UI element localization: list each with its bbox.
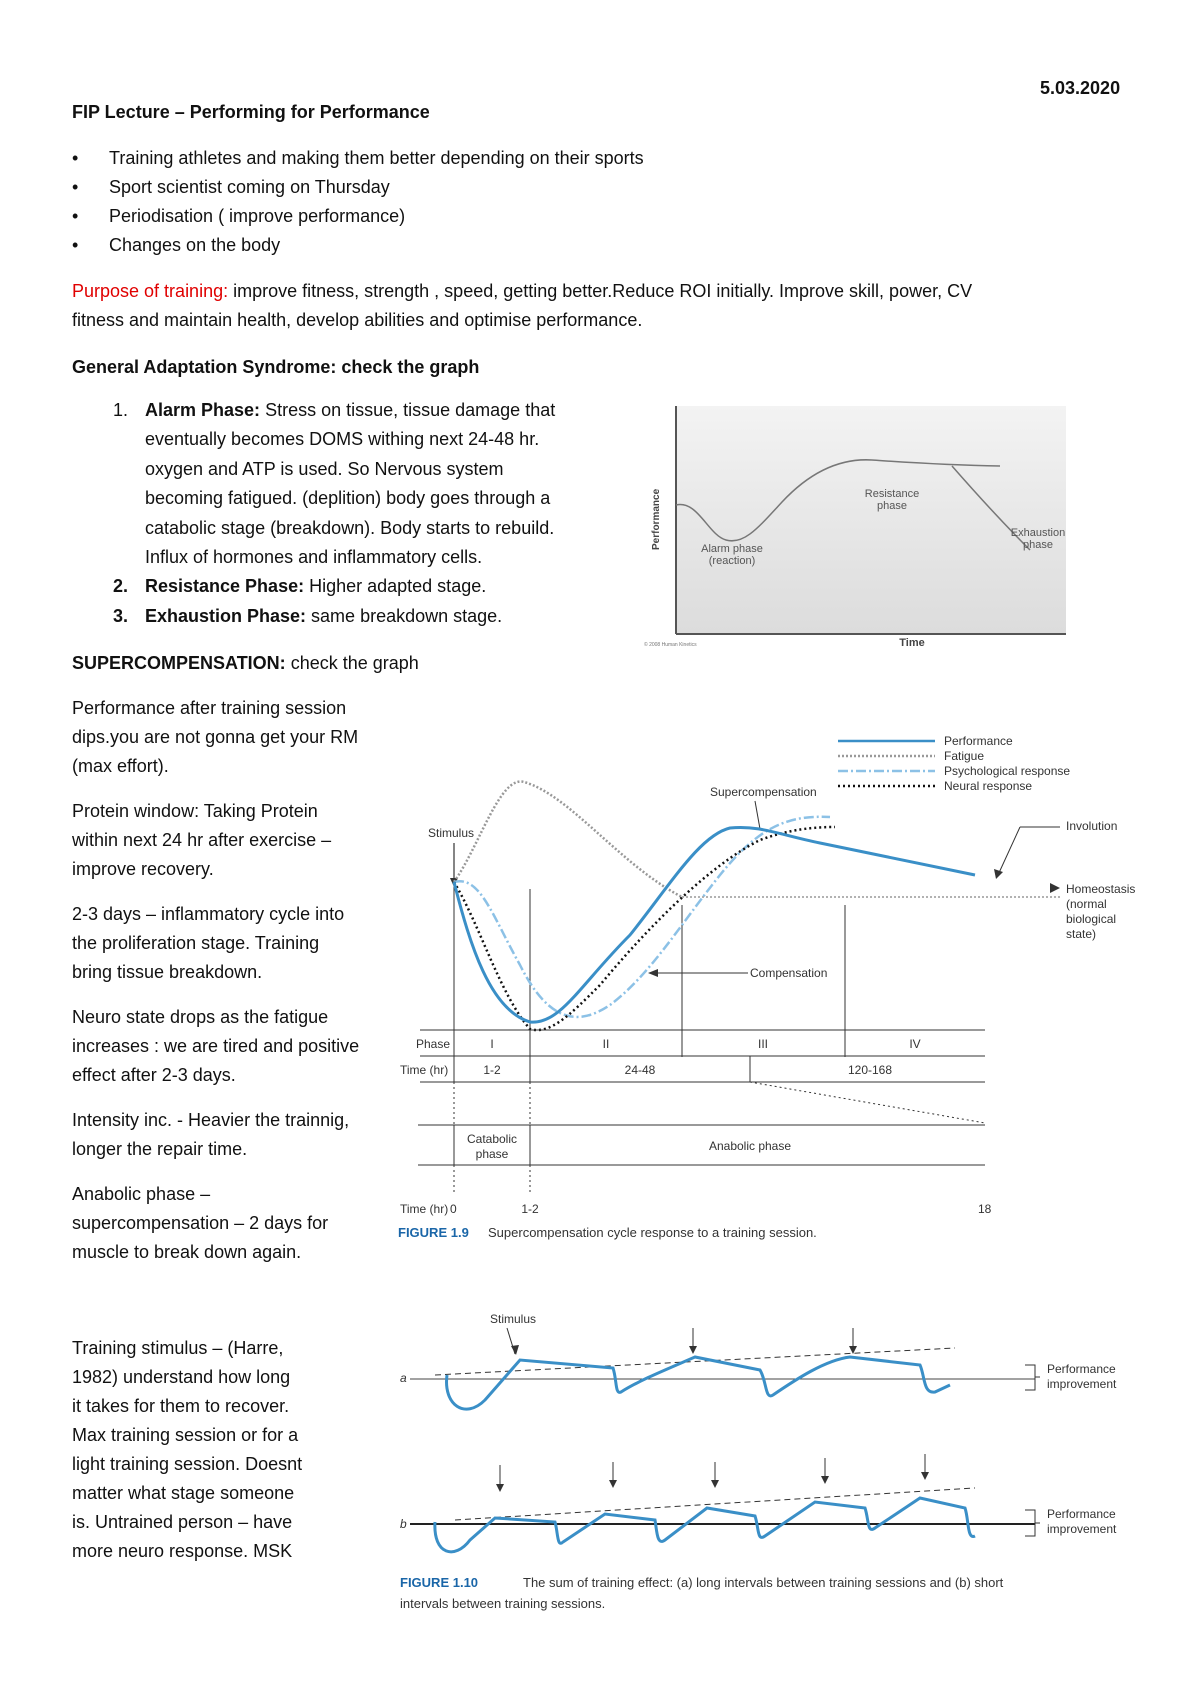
gas-list bbox=[72, 396, 672, 631]
alarm-label-2: (reaction) bbox=[708, 555, 756, 567]
homeostasis-label: Homeostasis bbox=[1066, 882, 1136, 896]
figure-caption: The sum of training effect: (a) long intervals between training sessions and (b) short bbox=[523, 1575, 1004, 1590]
supercomp-pointer bbox=[755, 801, 760, 829]
perf-label-b: Performance bbox=[1047, 1507, 1116, 1521]
homeostasis-label-4: state) bbox=[1066, 927, 1097, 941]
list-item: • Changes on the body bbox=[72, 231, 972, 260]
bracket-a bbox=[1025, 1365, 1040, 1390]
item-text: Stress on tissue, tissue damage that bbox=[260, 400, 556, 420]
supercomp-para: Protein window: Taking Protein within next 24 hr after exercise – improve recovery. bbox=[72, 801, 332, 879]
legend-performance: Performance bbox=[944, 734, 1013, 748]
list-item bbox=[72, 572, 672, 601]
purpose-text-1: improve fitness, strength , speed, getting better.Reduce ROI initially. Improve skill, power, CV bbox=[228, 281, 973, 301]
stimulus-paragraph: Training stimulus – (Harre, 1982) understand how long it takes for them to recover. Max training session or for a light training session. Doesnt matter what stage someone is. Untrained person – have more neuro response. MSK bbox=[72, 1338, 303, 1561]
figure-caption-2: intervals between training sessions. bbox=[400, 1596, 606, 1611]
homeostasis-arrowhead bbox=[1050, 883, 1060, 893]
neural-curve bbox=[454, 827, 835, 1030]
item-term: Alarm Phase: bbox=[145, 400, 261, 420]
item-number: 3. bbox=[113, 605, 129, 626]
arrowhead bbox=[609, 1480, 617, 1488]
expansion-line bbox=[750, 1082, 985, 1123]
compensation-arrowhead bbox=[648, 969, 658, 977]
time-3: 120-168 bbox=[847, 1063, 893, 1077]
alarm-label: Alarm phase bbox=[701, 543, 763, 555]
item-text: oxygen and ATP is used. So Nervous system bbox=[145, 458, 504, 479]
credit-text: © 2008 Human Kinetics bbox=[644, 642, 697, 648]
legend-psych: Psychological response bbox=[944, 764, 1071, 778]
item-text: catabolic stage (breakdown). Body starts to rebuild. bbox=[145, 517, 555, 538]
perf-label-a: Performance bbox=[1047, 1362, 1116, 1376]
item-number: 2. bbox=[113, 576, 129, 597]
date: 5.03.2020 bbox=[1040, 78, 1121, 98]
supercomp-para: Neuro state drops as the fatigue increases : we are tired and positive effect after 2-3 days. bbox=[72, 1007, 360, 1085]
stimulus-label: Stimulus bbox=[490, 1312, 537, 1326]
stimulus-label: Stimulus bbox=[428, 826, 475, 840]
trend-line-b bbox=[455, 1488, 975, 1520]
homeostasis-label-3: biological bbox=[1066, 912, 1117, 926]
time-2: 24-48 bbox=[624, 1063, 656, 1077]
resistance-label-2: phase bbox=[877, 500, 907, 512]
figure-number: FIGURE 1.9 bbox=[398, 1225, 469, 1240]
time-axis-0: 0 bbox=[450, 1202, 457, 1216]
training-effect-figure bbox=[395, 1310, 1185, 1620]
involution-pointer bbox=[998, 827, 1020, 875]
time-1: 1-2 bbox=[483, 1063, 501, 1077]
item-text: becoming fatigued. (deplition) body goes through a bbox=[145, 488, 551, 509]
phase-ii: II bbox=[602, 1037, 610, 1051]
item-term: Exhaustion Phase: bbox=[145, 605, 307, 626]
phase-label: Phase bbox=[416, 1037, 451, 1051]
list-item: • Periodisation ( improve performance) bbox=[72, 202, 972, 231]
x-axis-label: Time bbox=[899, 637, 925, 649]
page-title: FIP Lecture – Performing for Performance bbox=[72, 102, 430, 122]
arrowhead bbox=[496, 1484, 504, 1492]
performance-curve-a bbox=[447, 1357, 950, 1409]
time-axis-1: 1-2 bbox=[521, 1202, 539, 1216]
anabolic-label: Anabolic phase bbox=[708, 1139, 792, 1153]
graph-background bbox=[676, 406, 1066, 634]
item-text: same breakdown stage. bbox=[306, 605, 503, 626]
arrowhead bbox=[711, 1480, 719, 1488]
list-item: • Training athletes and making them better depending on their sports bbox=[72, 144, 972, 173]
phase-iv: IV bbox=[909, 1037, 921, 1051]
supercomp-para: Intensity inc. - Heavier the trainnig, longer the repair time. bbox=[72, 1110, 350, 1159]
list-item bbox=[72, 396, 672, 572]
row-a-label: a bbox=[400, 1371, 407, 1385]
supercomp-heading-bold: SUPERCOMPENSATION: bbox=[72, 653, 286, 673]
perf-label-b-2: improvement bbox=[1047, 1522, 1117, 1536]
time-axis-label: Time (hr) bbox=[400, 1202, 449, 1216]
supercomp-para: 2-3 days – inflammatory cycle into the proliferation stage. Training bring tissue breakdown. bbox=[72, 904, 345, 982]
phase-iii: III bbox=[757, 1037, 769, 1051]
legend-neural: Neural response bbox=[944, 779, 1033, 793]
y-axis-label: Performance bbox=[651, 488, 662, 550]
purpose-paragraph bbox=[72, 277, 1152, 335]
item-number: 1. bbox=[113, 400, 129, 420]
purpose-text-2: fitness and maintain health, develop abilities and optimise performance. bbox=[72, 310, 643, 330]
arrowhead bbox=[921, 1472, 929, 1480]
gas-heading: General Adaptation Syndrome: check the graph bbox=[72, 357, 480, 377]
arrowhead bbox=[821, 1476, 829, 1484]
list-item bbox=[72, 602, 672, 631]
figure-number: FIGURE 1.10 bbox=[400, 1575, 479, 1590]
supercomp-para: Performance after training session dips.you are not gonna get your RM (max effort). bbox=[72, 698, 359, 776]
item-term: Resistance Phase: bbox=[145, 576, 305, 597]
fatigue-curve bbox=[454, 782, 682, 897]
compensation-label: Compensation bbox=[750, 966, 828, 980]
catabolic-label-2: phase bbox=[475, 1147, 509, 1161]
supercomp-heading-rest: check the graph bbox=[285, 653, 419, 673]
row-b-label: b bbox=[400, 1517, 407, 1531]
psych-curve bbox=[454, 817, 830, 1017]
supercomp-para: Anabolic phase – supercompensation – 2 days for muscle to break down again. bbox=[72, 1184, 329, 1262]
figure-caption: Supercompensation cycle response to a training session. bbox=[488, 1225, 817, 1240]
resistance-label: Resistance bbox=[864, 488, 920, 500]
phase-i: I bbox=[490, 1037, 494, 1051]
involution-label: Involution bbox=[1066, 819, 1118, 833]
time-axis-18: 18 bbox=[978, 1202, 992, 1216]
perf-label-a-2: improvement bbox=[1047, 1377, 1117, 1391]
item-text: Higher adapted stage. bbox=[304, 576, 487, 597]
arrowhead bbox=[689, 1346, 697, 1354]
item-text: Influx of hormones and inflammatory cells. bbox=[145, 547, 483, 568]
involution-arrowhead bbox=[994, 869, 1003, 879]
performance-curve bbox=[454, 827, 975, 1022]
bullet-list bbox=[72, 144, 972, 260]
supercompensation-figure bbox=[398, 725, 1190, 1260]
item-text: eventually becomes DOMS withing next 24-48 hr. bbox=[145, 429, 540, 450]
gas-graph bbox=[640, 400, 1070, 656]
exhaustion-label: Exhaustion bbox=[1010, 527, 1066, 539]
list-item: • Sport scientist coming on Thursday bbox=[72, 173, 972, 202]
purpose-label: Purpose of training: bbox=[72, 281, 229, 301]
legend-fatigue: Fatigue bbox=[944, 749, 985, 763]
supercomp-heading bbox=[72, 649, 419, 678]
exhaustion-label-2: phase bbox=[1023, 539, 1053, 551]
supercomp-label: Supercompensation bbox=[710, 785, 817, 799]
time-label: Time (hr) bbox=[400, 1063, 449, 1077]
homeostasis-label-2: (normal bbox=[1066, 897, 1107, 911]
catabolic-label: Catabolic bbox=[466, 1132, 518, 1146]
